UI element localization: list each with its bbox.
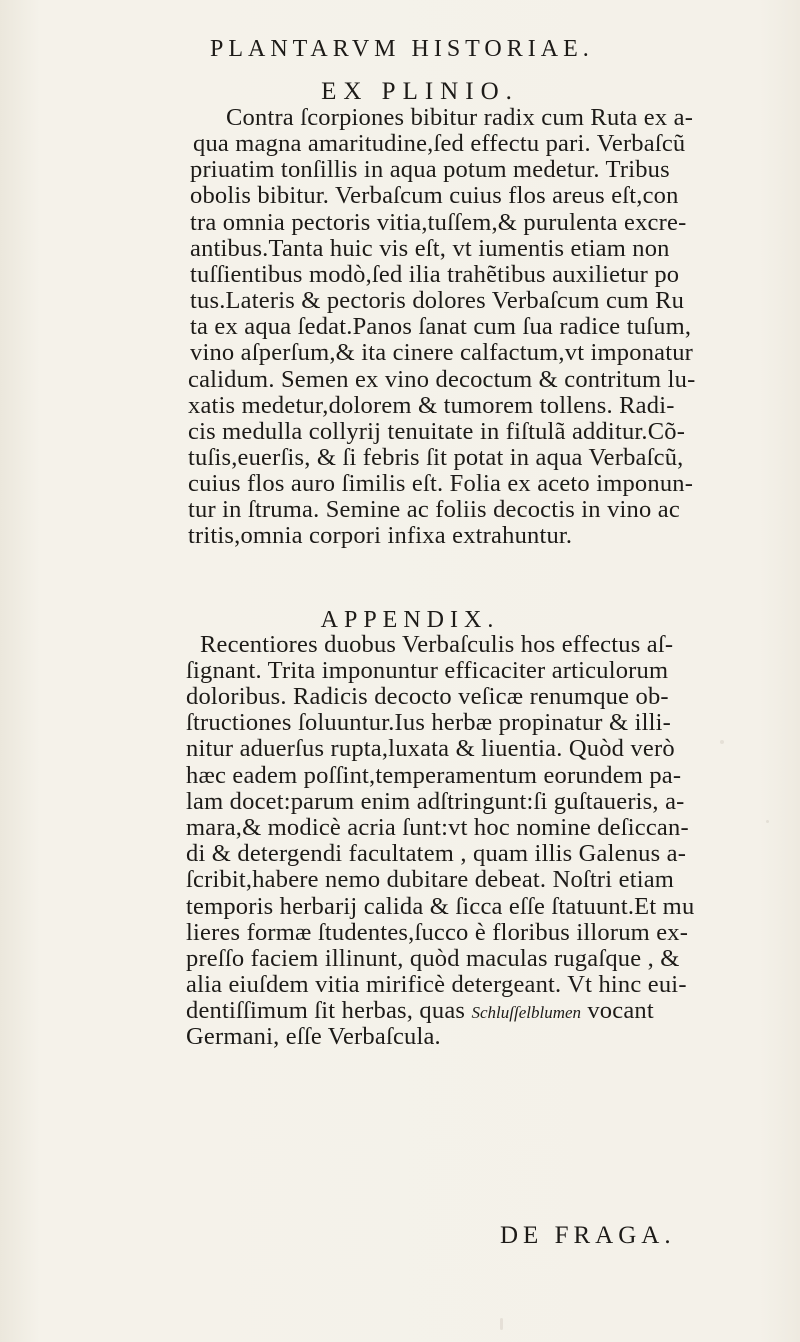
text-line: ta ex aqua ſedat.Panos ſanat cum ſua radice tuſum, — [190, 313, 692, 340]
text-line: tritis,omnia corpori infixa extrahuntur. — [188, 522, 573, 549]
text-line: cuius flos auro ſimilis eſt. Folia ex aceto imponun- — [188, 470, 694, 497]
text-line: antibus.Tanta huic vis eſt, vt iumentis etiam non — [190, 235, 670, 262]
running-head: PLANTARVM HISTORIAE. — [210, 36, 594, 62]
text-line: tur in ſtruma. Semine ac foliis decoctis in vino ac — [188, 496, 680, 523]
paper-speck — [720, 740, 724, 744]
text-line: tuſis,euerſis, & ſi febris ſit potat in aqua Verbaſcũ, — [188, 444, 684, 471]
paper-speck — [766, 820, 769, 823]
text-line: Germani, eſſe Verbaſcula. — [186, 1023, 441, 1050]
text-line: tra omnia pectoris vitia,tuſſem,& purulenta excre- — [190, 209, 687, 236]
text-line: mara,& modicè acria ſunt:vt hoc nomine deſiccan- — [186, 814, 689, 841]
appendix-title: APPENDIX. — [320, 607, 500, 633]
text-line: obolis bibitur. Verbaſcum cuius flos areus eſt,con — [190, 182, 679, 209]
text-line: doloribus. Radicis decocto veſicæ renumque ob- — [186, 683, 669, 710]
text-line: priuatim tonſillis in aqua potum medetur. Tribus — [190, 156, 670, 183]
text-line: hæc eadem poſſint,temperamentum eorundem pa- — [186, 762, 682, 789]
text-line: di & detergendi facultatem , quam illis Galenus a- — [186, 840, 687, 867]
text-segment: dentiſſimum ſit herbas, quas — [186, 997, 466, 1024]
text-line: Recentiores duobus Verbaſculis hos effectus aſ- — [200, 631, 674, 658]
text-line: alia eiuſdem vitia mirificè detergeant. Vt hinc eui- — [186, 971, 687, 998]
text-line: lam docet:parum enim adſtringunt:ſi guſtaueris, a- — [186, 788, 685, 815]
catchword: DE FRAGA. — [500, 1222, 676, 1249]
text-line: lieres formæ ſtudentes,ſucco è floribus illorum ex- — [186, 919, 689, 946]
text-line: temporis herbarij calida & ſicca eſſe ſtatuunt.Et mu — [186, 893, 695, 920]
text-line: preſſo faciem illinunt, quòd maculas rugaſque , & — [186, 945, 680, 972]
text-line: ſcribit,habere nemo dubitare debeat. Noſtri etiam — [186, 866, 675, 893]
text-line: ſtructiones ſoluuntur.Ius herbæ propinatur & illi- — [186, 709, 671, 736]
text-line: calidum. Semen ex vino decoctum & contritum lu- — [188, 366, 696, 393]
text-line: Contra ſcorpiones bibitur radix cum Ruta ex a- — [226, 104, 694, 131]
text-line: tus.Lateris & pectoris dolores Verbaſcum cum Ru — [190, 287, 685, 314]
text-line: ſignant. Trita imponuntur efficaciter articulorum — [186, 657, 669, 684]
text-line: nitur aduerſus rupta,luxata & liuentia. Quòd verò — [186, 735, 675, 762]
text-line: xatis medetur,dolorem & tumorem tollens. Radi- — [188, 392, 675, 419]
paper-mark — [500, 1318, 503, 1330]
german-plant-name: Schluſſelblumen — [471, 1003, 582, 1022]
section-title: EX PLINIO. — [321, 78, 519, 105]
text-line: cis medulla collyrij tenuitate in fiſtulã additur.Cõ- — [188, 418, 686, 445]
text-line: tuſſientibus modò,ſed ilia trahẽtibus auxilietur po — [190, 261, 680, 288]
text-line: vino aſperſum,& ita cinere calfactum,vt imponatur — [190, 339, 694, 366]
text-segment: vocant — [581, 997, 654, 1024]
text-line: qua magna amaritudine,ſed effectu pari. Verbaſcũ — [193, 130, 686, 157]
